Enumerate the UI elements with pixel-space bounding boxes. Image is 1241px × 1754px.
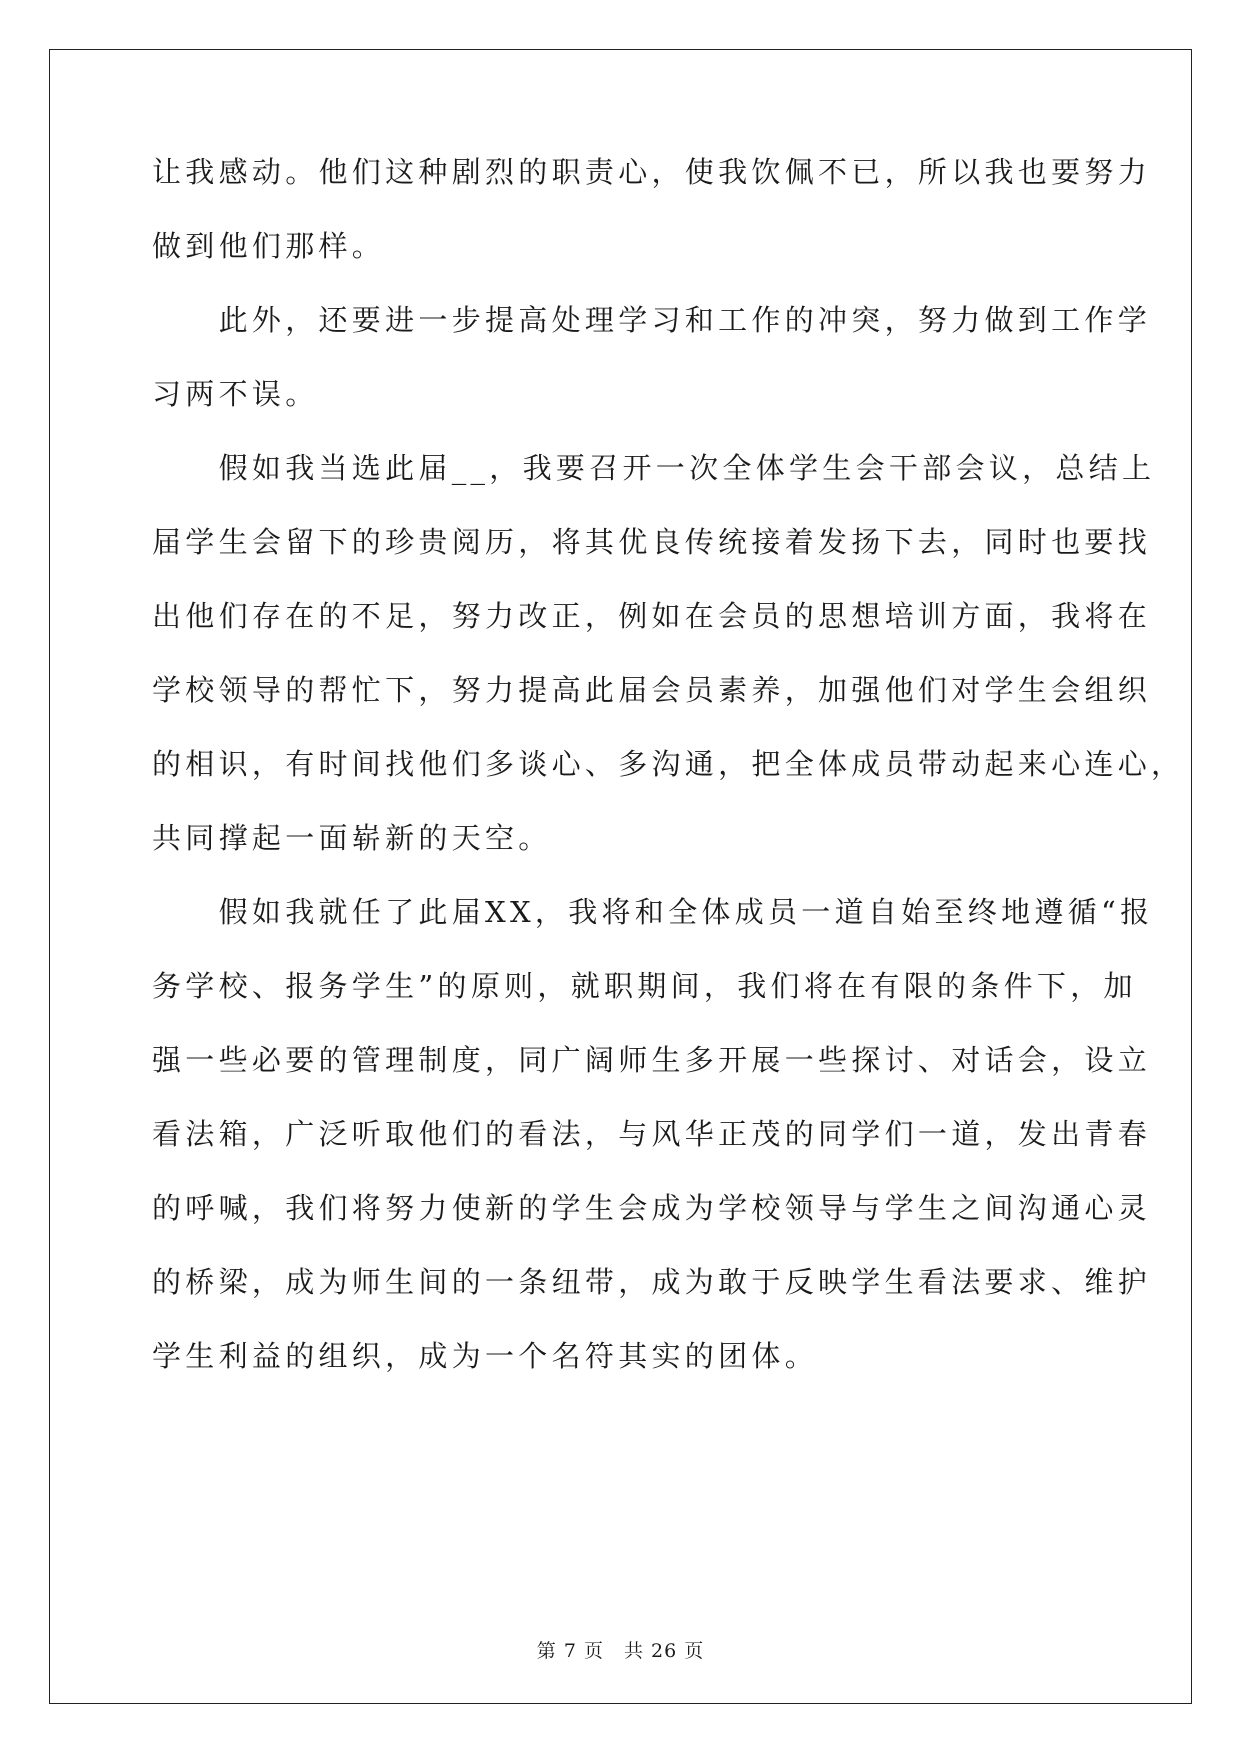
text-line: 让我感动。他们这种剧烈的职责心，使我饮佩不已，所以我也要努力 (152, 155, 1152, 189)
text-line: 假如我当选此届__，我要召开一次全体学生会干部会议，总结上 (152, 451, 1156, 485)
text-line: 学生利益的组织，成为一个名符其实的团体。 (152, 1339, 819, 1373)
page-footer (0, 1639, 1241, 1663)
page-total: 共 26 页 (623, 1640, 705, 1662)
text-line: 共同撑起一面崭新的天空。 (152, 821, 552, 855)
text-line: 的呼喊，我们将努力使新的学生会成为学校领导与学生之间沟通心灵 (152, 1191, 1152, 1225)
page-number: 第 7 页 (536, 1640, 604, 1662)
text-line: 务学校、报务学生”的原则，就职期间，我们将在有限的条件下，加 (152, 969, 1137, 1003)
text-line: 出他们存在的不足，努力改正，例如在会员的思想培训方面，我将在 (152, 599, 1152, 633)
text-line: 的相识，有时间找他们多谈心、多沟通，把全体成员带动起来心连心， (152, 747, 1185, 781)
text-line: 此外，还要进一步提高处理学习和工作的冲突，努力做到工作学 (152, 303, 1152, 337)
text-line: 习两不误。 (152, 377, 319, 411)
text-line: 看法箱，广泛听取他们的看法，与风华正茂的同学们一道，发出青春 (152, 1117, 1152, 1151)
text-line: 强一些必要的管理制度，同广阔师生多开展一些探讨、对话会，设立 (152, 1043, 1152, 1077)
text-line: 假如我就任了此届XX，我将和全体成员一道自始至终地遵循“报 (152, 895, 1154, 929)
text-line: 学校领导的帮忙下，努力提高此届会员素养，加强他们对学生会组织 (152, 673, 1152, 707)
text-line: 届学生会留下的珍贵阅历，将其优良传统接着发扬下去，同时也要找 (152, 525, 1152, 559)
text-line: 的桥梁，成为师生间的一条纽带，成为敢于反映学生看法要求、维护 (152, 1265, 1152, 1299)
page-border (49, 49, 1192, 1704)
text-line: 做到他们那样。 (152, 229, 386, 263)
